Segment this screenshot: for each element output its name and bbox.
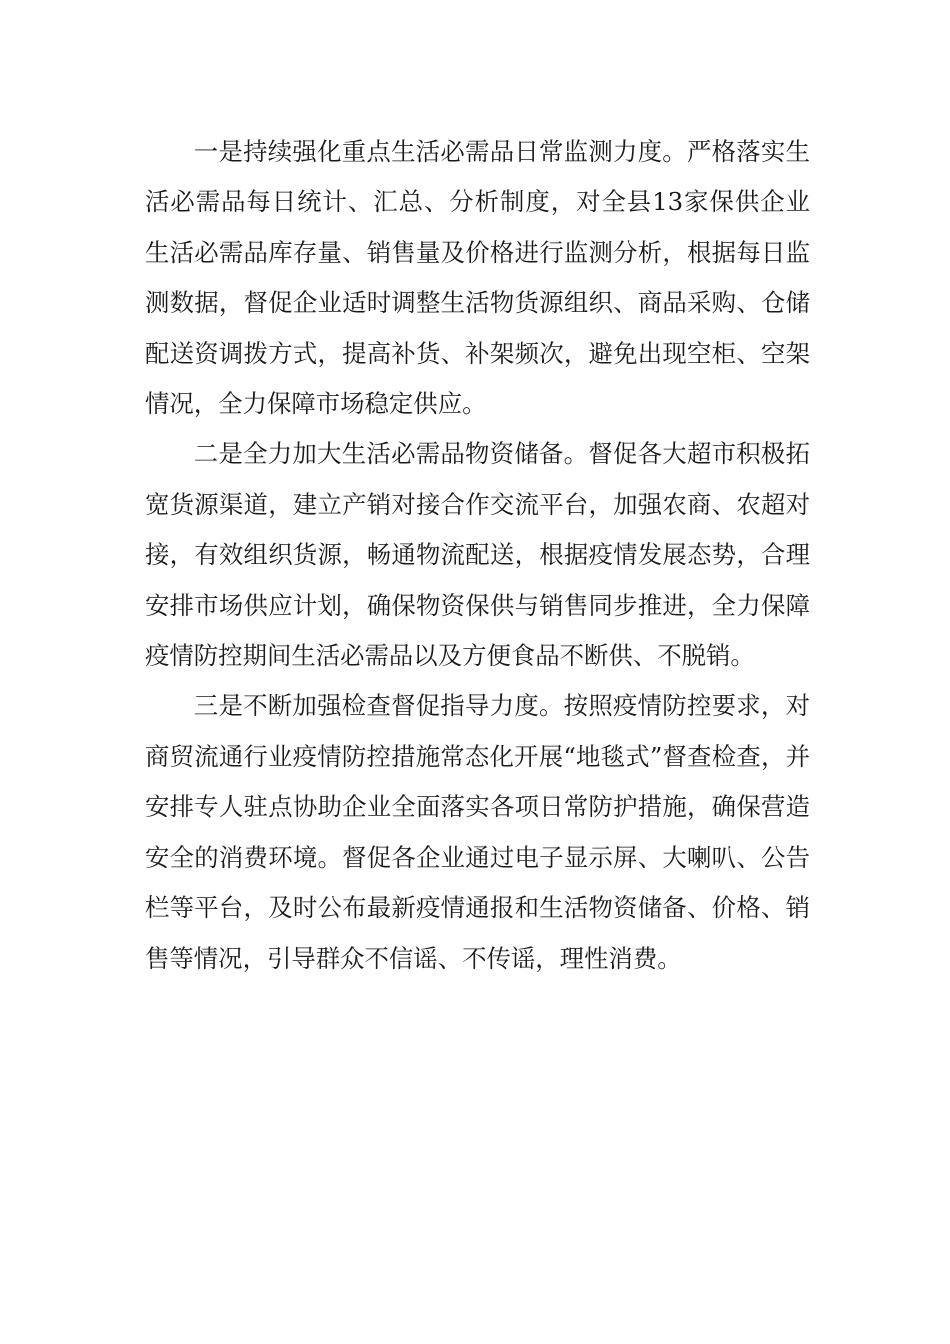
paragraph-reserves: 二是全力加大生活必需品物资储备。督促各大超市积极拓宽货源渠道，建立产销对接合作交流平台，加强农商、农超对接，有效组织货源，畅通物流配送，根据疫情发展态势，合理安排市场供应计划，确保物资保供与销售同步推进，全力保障疫情防控期间生活必需品以及方便食品不断供、不脱销。	[145, 439, 810, 671]
paragraph-monitoring: 一是持续强化重点生活必需品日常监测力度。严格落实生活必需品每日统计、汇总、分析制度，对全县13家保供企业生活必需品库存量、销售量及价格进行监测分析，根据每日监测数据，督促企业适时调整生活物货源组织、商品采购、仓储配送资调拨方式，提高补货、补架频次，避免出现空柜、空架情况，全力保障市场稳定供应。	[145, 137, 810, 419]
paragraph-inspection: 三是不断加强检查督促指导力度。按照疫情防控要求，对商贸流通行业疫情防控措施常态化开展“地毯式”督查检查，并安排专人驻点协助企业全面落实各项日常防护措施，确保营造安全的消费环境。督促各企业通过电子显示屏、大喇叭、公告栏等平台，及时公布最新疫情通报和生活物资储备、价格、销售等情况，引导群众不信谣、不传谣，理性消费。	[145, 691, 810, 973]
document-body	[145, 127, 810, 984]
